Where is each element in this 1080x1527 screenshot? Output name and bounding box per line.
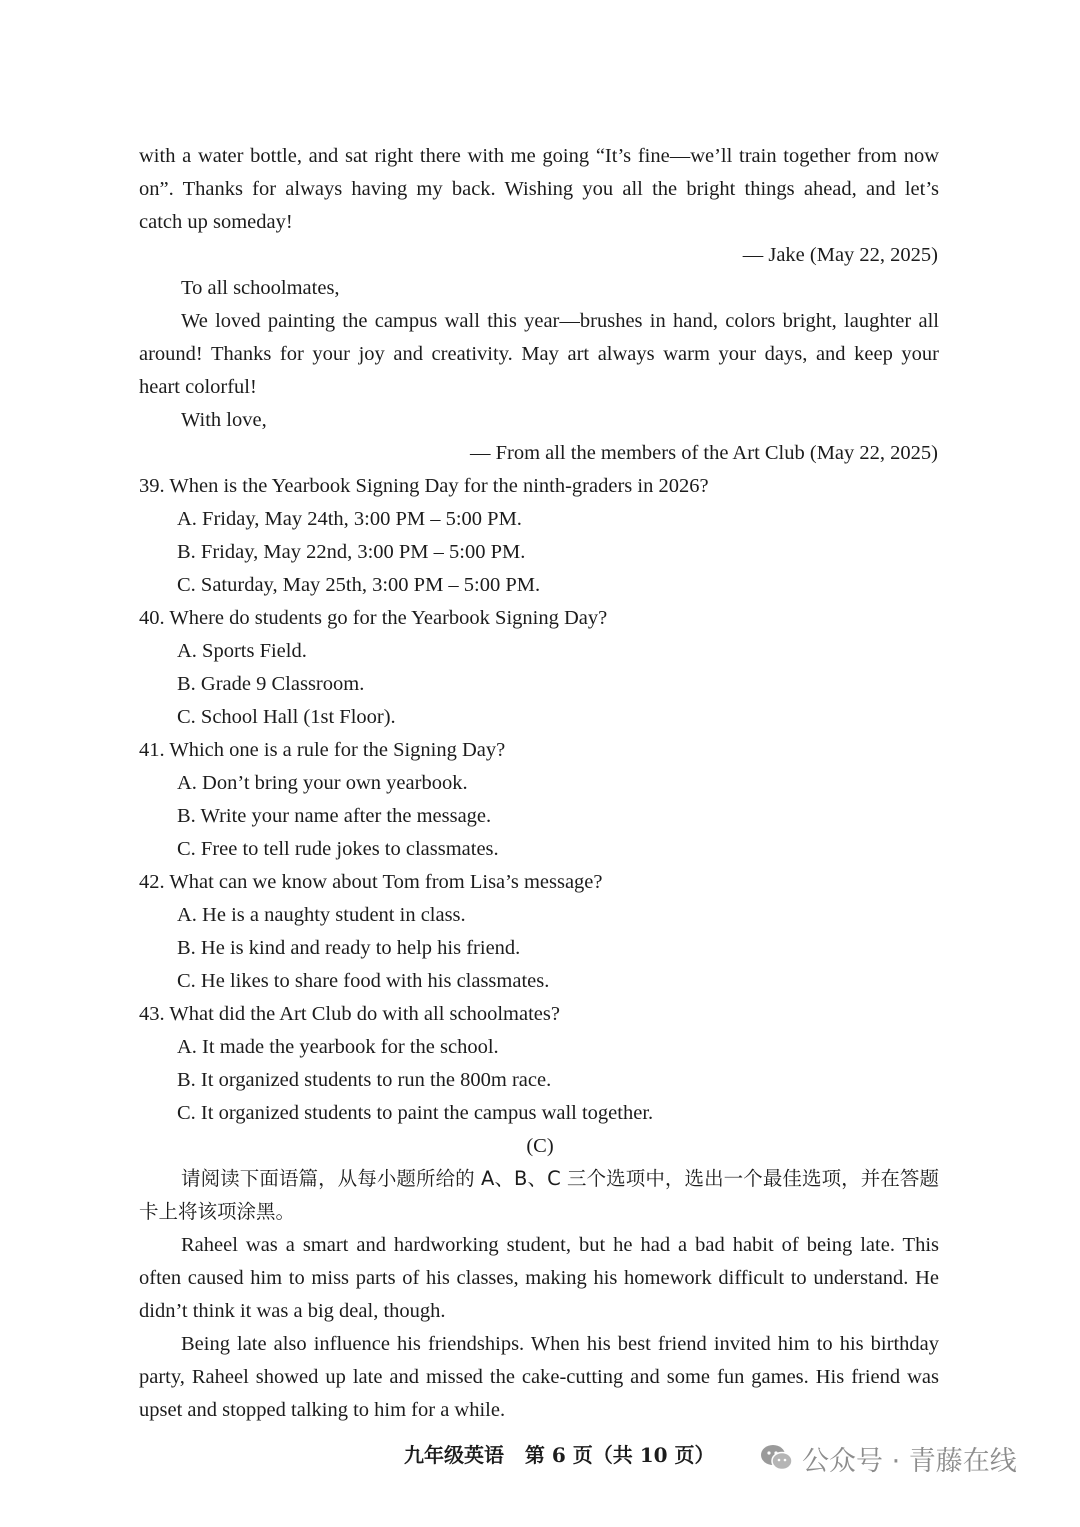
question-41: 41. Which one is a rule for the Signing Day?: [139, 739, 506, 761]
option-42-b: B. He is kind and ready to help his friend.: [177, 937, 521, 959]
watermark: [760, 1438, 1017, 1478]
passage-para2-line-1: Being late also influence his friendships. When his best friend invited him to his birthday: [181, 1333, 939, 1355]
option-39-b: B. Friday, May 22nd, 3:00 PM – 5:00 PM.: [177, 541, 526, 563]
passage-para2-line-3: upset and stopped talking to him for a while.: [139, 1399, 506, 1421]
option-43-b: B. It organized students to run the 800m race.: [177, 1069, 552, 1091]
jake-line-3: catch up someday!: [139, 211, 293, 233]
option-39-a: A. Friday, May 24th, 3:00 PM – 5:00 PM.: [177, 508, 522, 530]
passage-para1-line-3: didn’t think it was a big deal, though.: [139, 1300, 446, 1322]
art-club-closing: With love,: [181, 409, 267, 431]
option-40-b: B. Grade 9 Classroom.: [177, 673, 365, 695]
art-club-line-3: heart colorful!: [139, 376, 257, 398]
jake-line-2: on”. Thanks for always having my back. Wishing you all the bright things ahead, and let’s: [139, 178, 939, 200]
page-footer: 九年级英语 第 6 页（共 10 页）: [404, 1443, 715, 1467]
option-42-c: C. He likes to share food with his classmates.: [177, 970, 550, 992]
jake-signature: — Jake (May 22, 2025): [742, 244, 938, 266]
question-40: 40. Where do students go for the Yearbook Signing Day?: [139, 607, 608, 629]
section-c-instruction-1: 请阅读下面语篇，从每小题所给的 A、B、C 三个选项中，选出一个最佳选项，并在答题: [181, 1167, 939, 1190]
passage-para1-line-2: often caused him to miss parts of his classes, making his homework difficult to understand. He: [139, 1267, 939, 1289]
art-club-line-1: We loved painting the campus wall this year—brushes in hand, colors bright, laughter all: [181, 310, 939, 332]
art-club-line-2: around! Thanks for your joy and creativity. May art always warm your days, and keep your: [139, 343, 939, 365]
option-40-a: A. Sports Field.: [177, 640, 307, 662]
question-43: 43. What did the Art Club do with all schoolmates?: [139, 1003, 560, 1025]
section-c-heading: (C): [526, 1135, 554, 1157]
question-39: 39. When is the Yearbook Signing Day for the ninth-graders in 2026?: [139, 475, 709, 497]
jake-line-1: with a water bottle, and sat right there with me going “It’s fine—we’ll train together from now: [139, 145, 939, 167]
question-42: 42. What can we know about Tom from Lisa’s message?: [139, 871, 603, 893]
section-c-instruction-2: 卡上将该项涂黑。: [139, 1200, 296, 1223]
passage-para1-line-1: Raheel was a smart and hardworking student, but he had a bad habit of being late. This: [181, 1234, 939, 1256]
option-41-b: B. Write your name after the message.: [177, 805, 492, 827]
wechat-icon: [760, 1443, 794, 1473]
option-41-a: A. Don’t bring your own yearbook.: [177, 772, 468, 794]
watermark-text: 公众号 · 青藤在线: [802, 1445, 1017, 1477]
option-42-a: A. He is a naughty student in class.: [177, 904, 466, 926]
art-club-greeting: To all schoolmates,: [181, 277, 340, 299]
option-39-c: C. Saturday, May 25th, 3:00 PM – 5:00 PM.: [177, 574, 541, 596]
option-41-c: C. Free to tell rude jokes to classmates.: [177, 838, 499, 860]
passage-para2-line-2: party, Raheel showed up late and missed the cake-cutting and some fun games. His friend was: [139, 1366, 939, 1388]
option-43-a: A. It made the yearbook for the school.: [177, 1036, 499, 1058]
art-club-signature: — From all the members of the Art Club (May 22, 2025): [469, 442, 938, 464]
option-43-c: C. It organized students to paint the campus wall together.: [177, 1102, 654, 1124]
option-40-c: C. School Hall (1st Floor).: [177, 706, 396, 728]
